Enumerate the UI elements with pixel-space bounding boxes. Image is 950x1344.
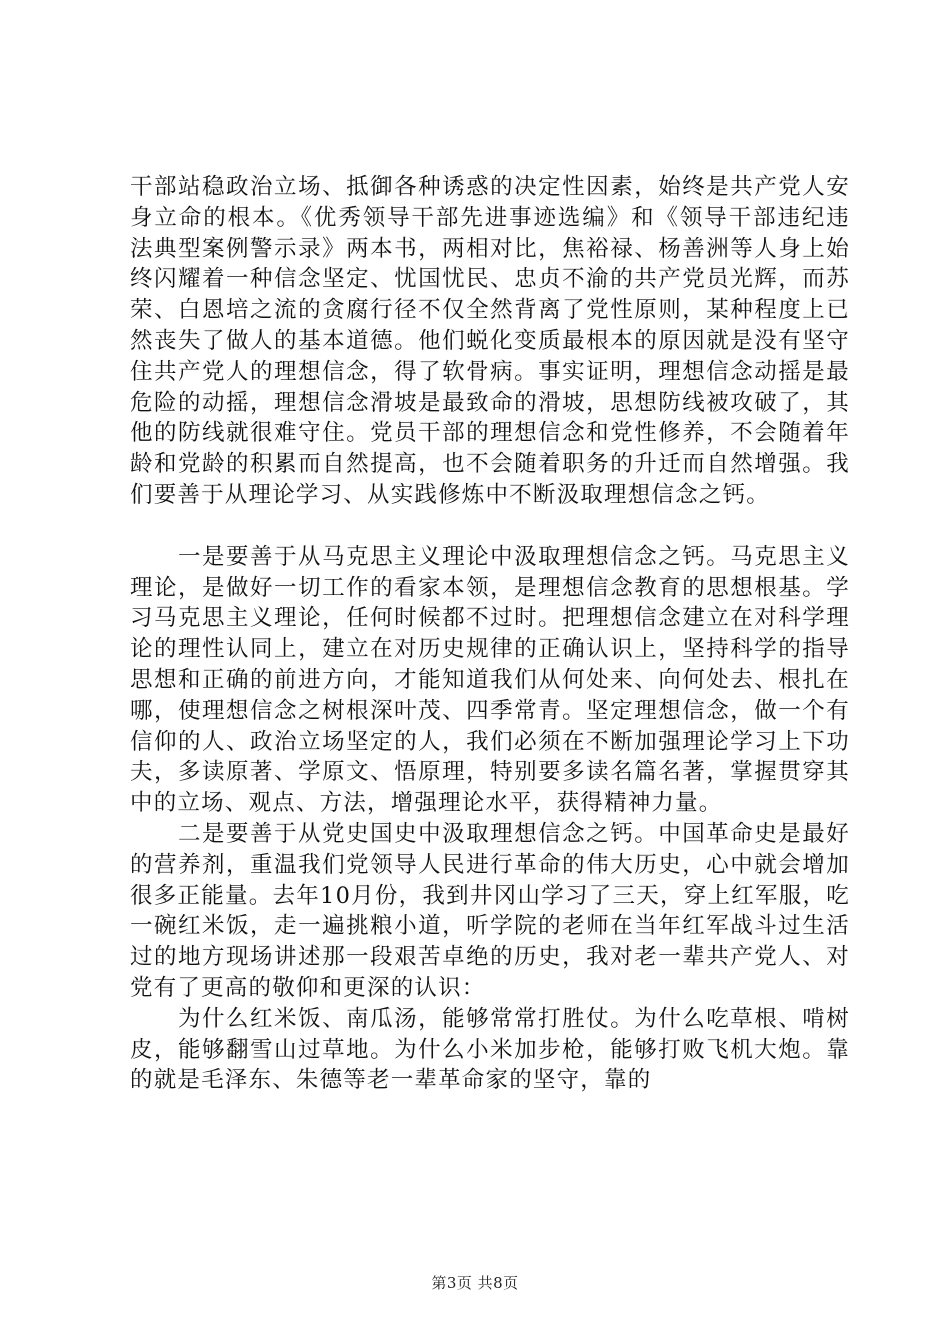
paragraph-marxist-theory: 一是要善于从马克思主义理论中汲取理想信念之钙。马克思主义理论，是做好一切工作的看家本领，是理想信念教育的思想根基。学习马克思主义理论，任何时候都不过时。把理想信念建立在对科学理论的理性认同上，建立在对历史规律的正确认识上，坚持科学的指导思想和正确的前进方向，才能知道我们从何处来、向何处去、根扎在哪，使理想信念之树根深叶茂、四季常青。坚定理想信念，做一个有信仰的人、政治立场坚定的人，我们必须在不断加强理论学习上下功夫，多读原著、学原文、悟原理，特别要多读名篇名著，掌握贯穿其中的立场、观点、方法，增强理论水平，获得精神力量。 bbox=[130, 543, 850, 817]
paragraph-gap bbox=[130, 511, 850, 542]
page-number-footer: 第3页 共8页 bbox=[431, 1274, 519, 1292]
paragraph-ideals-foundation: 干部站稳政治立场、抵御各种诱惑的决定性因素，始终是共产党人安身立命的根本。《优秀领导干部先进事迹选编》和《领导干部违纪违法典型案例警示录》两本书，两相对比，焦裕禄、杨善洲等人身上始终闪耀着一种信念坚定、忧国忧民、忠贞不渝的共产党员光辉，而苏荣、白恩培之流的贪腐行径不仅全然背离了党性原则，某种程度上已然丧失了做人的基本道德。他们蜕化变质最根本的原因就是没有坚守住共产党人的理想信念，得了软骨病。事实证明，理想信念动摇是最危险的动摇，理想信念滑坡是最致命的滑坡，思想防线被攻破了，其他的防线就很难守住。党员干部的理想信念和党性修养，不会随着年龄和党龄的积累而自然提高，也不会随着职务的升迁而自然增强。我们要善于从理论学习、从实践修炼中不断汲取理想信念之钙。 bbox=[130, 174, 850, 508]
paragraph-red-army-questions: 为什么红米饭、南瓜汤，能够常常打胜仗。为什么吃草根、啃树皮，能够翻雪山过草地。为什么小米加步枪，能够打败飞机大炮。靠的就是毛泽东、朱德等老一辈革命家的坚守，靠的 bbox=[130, 1005, 850, 1094]
paragraph-party-history: 二是要善于从党史国史中汲取理想信念之钙。中国革命史是最好的营养剂，重温我们党领导人民进行革命的伟大历史，心中就会增加很多正能量。去年10月份，我到井冈山学习了三天，穿上红军服，吃一碗红米饭，走一遍挑粮小道，听学院的老师在当年红军战斗过生活过的地方现场讲述那一段艰苦卓绝的历史，我对老一辈共产党人、对党有了更高的敬仰和更深的认识： bbox=[130, 820, 850, 1001]
document-body bbox=[130, 172, 850, 1096]
